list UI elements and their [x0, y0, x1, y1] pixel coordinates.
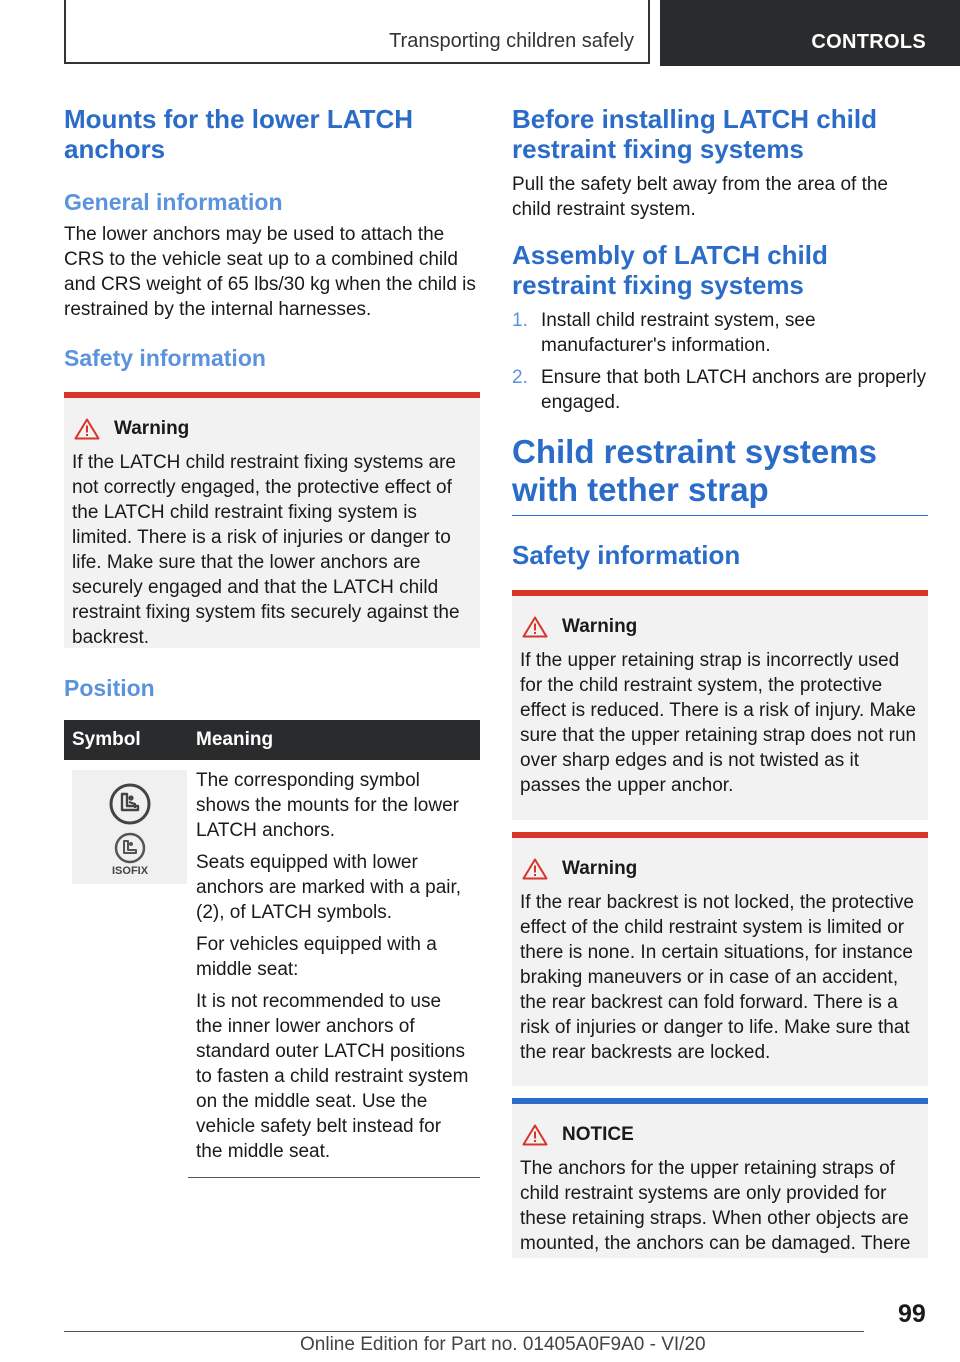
isofix-seat-icon	[111, 832, 149, 866]
latch-symbol-image	[72, 770, 187, 884]
left-column	[64, 100, 480, 1178]
notice-box	[512, 1098, 928, 1258]
step-number: 1.	[512, 310, 528, 331]
meaning-cell	[188, 760, 480, 1178]
heading-before-installing: Before installing LATCH child restraint fixing systems	[512, 104, 877, 164]
footer-edition: Online Edition for Part no. 01405A0F9A0 - VI/20	[300, 1334, 706, 1355]
meaning-paragraph: The corresponding symbol shows the mounts for the lower LATCH anchors.	[196, 770, 459, 841]
list-item	[512, 365, 928, 415]
header-section-box	[64, 0, 650, 64]
heading-tether-block	[512, 433, 928, 516]
warning-box	[512, 832, 928, 1086]
list-item	[512, 308, 928, 358]
warning-text: If the LATCH child restraint fixing systems are not correctly engaged, the protective effect of the LATCH child restraint fixing system is limited. There is a risk of injuries or danger to life. Make sure that the lower anchors are securely engaged and that the LATCH child restraint fixing system fits securely against the backrest.	[72, 452, 460, 648]
symbol-cell	[64, 760, 188, 1178]
step-text: Install child restraint system, see manufacturer's information.	[541, 310, 816, 356]
column-header-symbol: Symbol	[64, 720, 188, 760]
warning-triangle-icon	[522, 858, 548, 880]
meaning-paragraph: For vehicles equipped with a middle seat:	[196, 934, 437, 980]
tab-controls[interactable]: CONTROLS	[811, 31, 926, 53]
warning-triangle-icon	[522, 616, 548, 638]
warning-triangle-icon	[74, 418, 100, 440]
warning-header	[520, 616, 920, 638]
assembly-steps	[512, 308, 928, 415]
header-tab[interactable]	[660, 0, 960, 66]
warning-label: Warning	[562, 858, 638, 879]
notice-header	[520, 1124, 920, 1146]
warning-text: If the rear backrest is not locked, the protective effect of the child restraint system is limited or there is none. In certain situations, for instance braking maneuvers or in case of an accident, the rear backrest can fold forward. There is a risk of injuries or danger to life. Make sure that the rear backrests are locked.	[520, 892, 914, 1063]
general-information-text: The lower anchors may be used to attach the CRS to the vehicle seat up to a combined child and CRS weight of 65 lbs/30 kg when the child is restrained by the internal harnesses.	[64, 224, 476, 320]
meaning-paragraph: Seats equipped with lower anchors are marked with a pair, (2), of LATCH symbols.	[196, 852, 462, 923]
child-seat-icon	[108, 782, 152, 826]
step-text: Ensure that both LATCH anchors are properly engaged.	[541, 367, 927, 413]
meaning-paragraph: It is not recommended to use the inner lower anchors of standard outer LATCH positions to fasten a child restraint system on the middle seat. Use the vehicle safety belt instead for the middle seat.	[196, 991, 469, 1162]
heading-mounts: Mounts for the lower LATCH anchors	[64, 104, 414, 164]
page-number: 99	[898, 1300, 926, 1328]
warning-label: Warning	[562, 616, 638, 637]
symbol-table	[64, 720, 480, 1178]
table-header-row	[64, 720, 480, 760]
warning-text: If the upper retaining strap is incorrectly used for the child restraint system, the protective effect is reduced. There is a risk of injury. Make sure that the upper retaining strap does not run over sharp edges and is not twisted as it passes the upper anchor.	[520, 650, 917, 796]
heading-assembly: Assembly of LATCH child restraint fixing systems	[512, 240, 828, 300]
heading-tether-strap: Child restraint systems with tether strap	[512, 433, 877, 508]
footer-divider	[64, 1331, 864, 1332]
section-title: Transporting children safely	[389, 30, 634, 52]
heading-general-information: General information	[64, 189, 283, 215]
warning-header	[72, 418, 472, 440]
notice-text: The anchors for the upper retaining straps of child restraint systems are only provided for these retaining straps. When other objects are mounted, the anchors can be damaged. There	[520, 1158, 911, 1254]
table-row	[64, 760, 480, 1178]
isofix-label: ISOFIX	[112, 865, 149, 877]
warning-triangle-icon	[522, 1124, 548, 1146]
heading-safety-information-right: Safety information	[512, 540, 741, 570]
warning-header	[520, 858, 920, 880]
right-column	[512, 100, 928, 1258]
before-installing-text: Pull the safety belt away from the area of the child restraint system.	[512, 174, 888, 220]
step-number: 2.	[512, 367, 528, 388]
heading-position: Position	[64, 675, 155, 701]
warning-box	[64, 392, 480, 648]
column-header-meaning: Meaning	[188, 720, 480, 760]
notice-label: NOTICE	[562, 1124, 634, 1145]
warning-box	[512, 590, 928, 820]
heading-safety-information: Safety information	[64, 345, 266, 371]
warning-label: Warning	[114, 418, 190, 439]
